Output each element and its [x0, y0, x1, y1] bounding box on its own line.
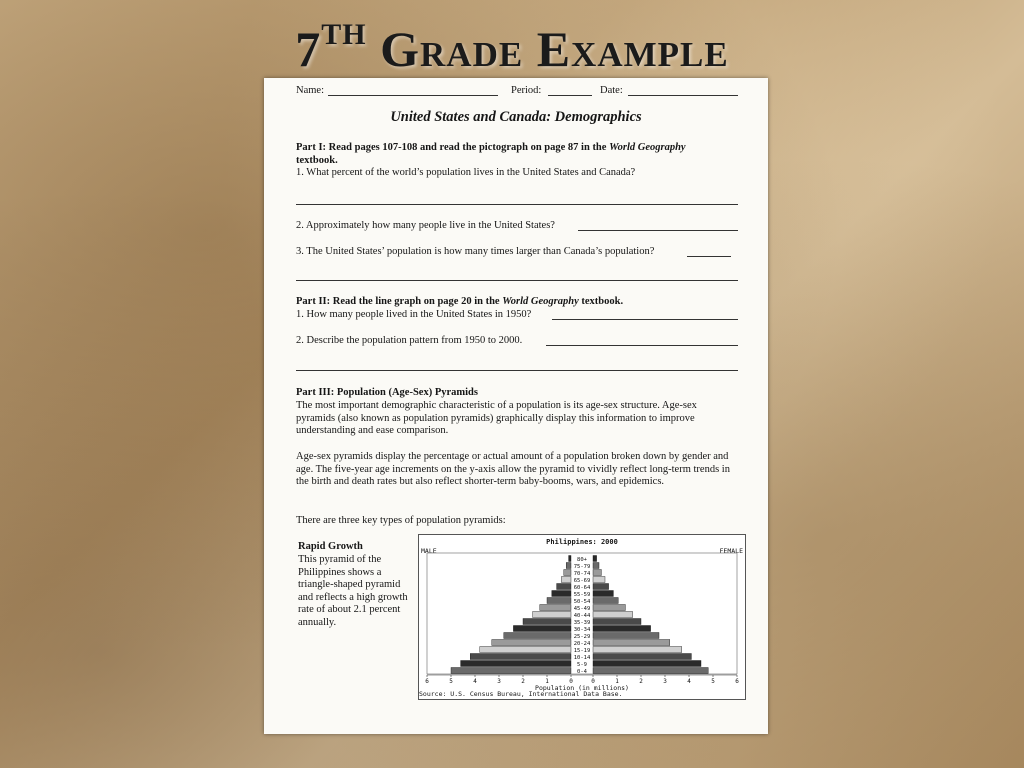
male-bar [561, 577, 571, 583]
chart-source: Source: U.S. Census Bureau, International Data Base. [419, 690, 623, 698]
name-label: Name: [296, 85, 324, 96]
male-label: MALE [421, 547, 437, 555]
male-bar [540, 605, 571, 611]
female-bar [593, 556, 597, 562]
male-bar [523, 619, 571, 625]
female-bar [593, 661, 701, 667]
x-tick-label: 2 [639, 678, 643, 685]
x-tick-label: 5 [449, 678, 453, 685]
female-bar [593, 612, 633, 618]
q1-2: 2. Approximately how many people live in the United States? [296, 220, 555, 231]
part3-paragraph-1: The most important demographic characteristic of a population is its age-sex structure. Age-sex pyramids (also known as population pyramids) graphically display this information to improve understanding and ease comparison. [296, 400, 697, 436]
age-group-label: 40-44 [573, 613, 591, 619]
part3-paragraph-2: Age-sex pyramids display the percentage or actual amount of a population broken down by gender and age. The five-year age increments on the y-axis allow the pyramid to vividly reflect long-term trends in the birth and death rates but also reflect shorter-term baby-booms, wars, and epidemics. [296, 451, 730, 487]
age-group-label: 10-14 [573, 655, 591, 661]
age-group-label: 5-9 [577, 662, 587, 668]
female-bar [593, 647, 682, 653]
male-bar [564, 570, 571, 576]
answer-line-q2-1 [552, 319, 738, 320]
q1-3: 3. The United States’ population is how many times larger than Canada’s population? [296, 246, 655, 257]
rapid-growth-text: This pyramid of the Philippines shows a triangle-shaped pyramid and reflects a high growth rate of about 2.1 percent annually. [298, 554, 408, 628]
x-tick-label: 5 [711, 678, 715, 685]
x-tick-label: 3 [497, 678, 501, 685]
female-bar [593, 577, 605, 583]
x-tick-label: 0 [569, 678, 573, 685]
age-group-label: 65-69 [573, 578, 591, 584]
age-group-label: 50-54 [573, 599, 591, 605]
period-line [548, 95, 592, 96]
age-group-label: 20-24 [573, 641, 591, 647]
population-pyramid-chart [418, 534, 746, 700]
slide-title: 7TH Grade Example [295, 18, 729, 77]
female-bar [593, 633, 659, 639]
female-bar [593, 570, 601, 576]
x-tick-label: 4 [687, 678, 691, 685]
male-bar [566, 563, 571, 569]
female-label: FEMALE [719, 547, 743, 555]
q1-1: 1. What percent of the world’s population lives in the United States and Canada? [296, 167, 636, 178]
male-bar [492, 640, 571, 646]
female-bar [593, 668, 708, 674]
x-tick-label: 1 [615, 678, 619, 685]
answer-line-q1-3a [687, 256, 731, 257]
male-bar [557, 584, 571, 590]
q2-1: 1. How many people lived in the United States in 1950? [296, 309, 532, 320]
x-axis-label: Population (in millions) [535, 684, 629, 692]
part3-paragraph-3: There are three key types of population pyramids: [296, 515, 506, 526]
female-bar [593, 563, 599, 569]
name-line [328, 95, 498, 96]
answer-line-q2-2a [546, 345, 738, 346]
part2-heading: Part II: Read the line graph on page 20 in the World Geography textbook. [296, 296, 624, 307]
female-bar [593, 619, 641, 625]
answer-line-q1-3b [296, 280, 738, 281]
age-group-label: 60-64 [573, 585, 591, 591]
male-bar [480, 647, 571, 653]
male-bar [547, 598, 571, 604]
male-bar [451, 668, 571, 674]
part3-heading: Part III: Population (Age-Sex) Pyramids [296, 387, 478, 398]
age-group-label: 70-74 [573, 571, 591, 577]
answer-line-q1-1 [296, 204, 738, 205]
age-group-label: 45-49 [573, 606, 591, 612]
age-group-label: 0-4 [577, 669, 587, 675]
x-tick-label: 6 [735, 678, 739, 685]
age-group-label: 55-59 [573, 592, 591, 598]
rapid-growth-heading: Rapid Growth [298, 541, 363, 552]
male-bar [470, 654, 571, 660]
male-bar [513, 626, 571, 632]
x-tick-label: 4 [473, 678, 477, 685]
answer-line-q2-2b [296, 370, 738, 371]
female-bar [593, 640, 670, 646]
answer-line-q1-2 [578, 230, 738, 231]
female-bar [593, 598, 618, 604]
male-bar [504, 633, 571, 639]
age-group-label: 80+ [577, 557, 587, 563]
x-tick-label: 2 [521, 678, 525, 685]
male-bar [569, 556, 571, 562]
period-label: Period: [511, 85, 542, 96]
female-bar [593, 626, 651, 632]
pyramid-plot [419, 535, 745, 699]
worksheet-page [264, 78, 768, 734]
female-bar [593, 584, 609, 590]
male-bar [461, 661, 571, 667]
part1-heading: Part I: Read pages 107-108 and read the pictograph on page 87 in the World Geography textbook. [296, 142, 686, 166]
age-group-label: 15-19 [573, 648, 591, 654]
x-tick-label: 0 [591, 678, 595, 685]
worksheet-title: United States and Canada: Demographics [390, 109, 642, 125]
x-tick-label: 6 [425, 678, 429, 685]
female-bar [593, 654, 691, 660]
male-bar [552, 591, 571, 597]
female-bar [593, 591, 613, 597]
age-group-label: 35-39 [573, 620, 591, 626]
age-group-label: 30-34 [573, 627, 591, 633]
date-line [628, 95, 738, 96]
x-tick-label: 1 [545, 678, 549, 685]
age-group-label: 25-29 [573, 634, 591, 640]
chart-title: Philippines: 2000 [546, 538, 618, 546]
q2-2: 2. Describe the population pattern from 1950 to 2000. [296, 335, 523, 346]
age-group-label: 75-79 [573, 564, 591, 570]
male-bar [533, 612, 571, 618]
female-bar [593, 605, 625, 611]
x-tick-label: 3 [663, 678, 667, 685]
date-label: Date: [600, 85, 623, 96]
